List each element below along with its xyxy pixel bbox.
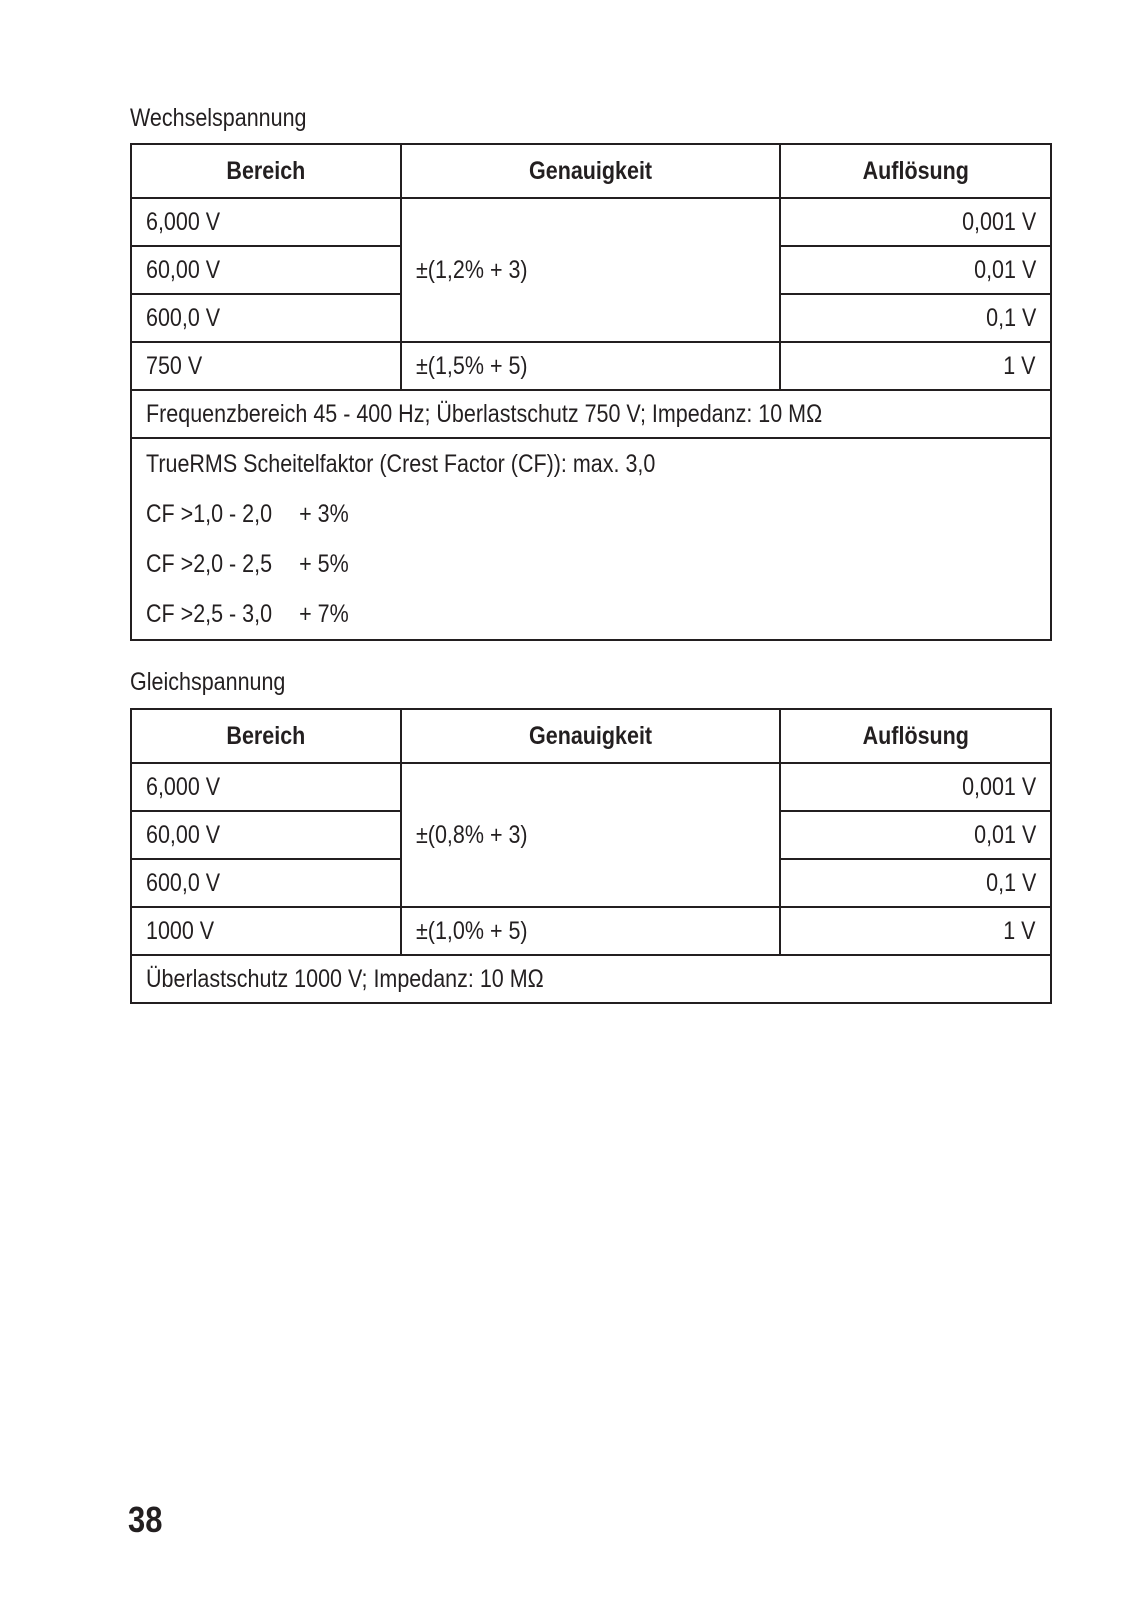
- range-cell: 60,00 V: [131, 811, 401, 859]
- accuracy-cell: ±(1,5% + 5): [401, 342, 780, 390]
- crest-factor-range: CF >1,0 - 2,0: [146, 500, 273, 528]
- range-cell: 750 V: [131, 342, 401, 390]
- section-title-ac: Wechselspannung: [130, 104, 307, 132]
- crest-factor-value: + 3%: [299, 500, 349, 528]
- note-row: [131, 955, 1051, 1003]
- ac-voltage-table: [130, 143, 1052, 641]
- dc-note: Überlastschutz 1000 V; Impedanz: 10 MΩ: [131, 955, 1051, 1003]
- resolution-cell: 1 V: [780, 342, 1051, 390]
- header-genauigkeit: Genauigkeit: [401, 144, 780, 198]
- ac-note: Frequenzbereich 45 - 400 Hz; Überlastschutz 750 V; Impedanz: 10 MΩ: [131, 390, 1051, 438]
- header-aufloesung: Auflösung: [780, 144, 1051, 198]
- header-aufloesung: Auflösung: [780, 709, 1051, 763]
- note-row: [131, 390, 1051, 438]
- header-bereich: Bereich: [131, 709, 401, 763]
- table-row: [131, 198, 1051, 246]
- crest-factor-value: + 7%: [299, 600, 349, 628]
- crest-factor-item: [146, 489, 1036, 539]
- truerms-row: [131, 438, 1051, 640]
- resolution-cell: 0,01 V: [780, 811, 1051, 859]
- table-header-row: [131, 144, 1051, 198]
- table-header-row: [131, 709, 1051, 763]
- range-cell: 60,00 V: [131, 246, 401, 294]
- truerms-block: [131, 438, 1051, 640]
- range-cell: 600,0 V: [131, 859, 401, 907]
- resolution-cell: 0,1 V: [780, 859, 1051, 907]
- accuracy-cell: ±(1,2% + 3): [401, 198, 780, 342]
- crest-factor-item: [146, 589, 1036, 639]
- crest-factor-value: + 5%: [299, 550, 349, 578]
- crest-factor-range: CF >2,5 - 3,0: [146, 600, 273, 628]
- resolution-cell: 0,001 V: [780, 763, 1051, 811]
- range-cell: 6,000 V: [131, 198, 401, 246]
- crest-factor-range: CF >2,0 - 2,5: [146, 550, 273, 578]
- range-cell: 600,0 V: [131, 294, 401, 342]
- resolution-cell: 0,1 V: [780, 294, 1051, 342]
- header-bereich: Bereich: [131, 144, 401, 198]
- page-number: 38: [128, 1499, 163, 1540]
- table-row: [131, 763, 1051, 811]
- resolution-cell: 0,01 V: [780, 246, 1051, 294]
- truerms-heading: TrueRMS Scheitelfaktor (Crest Factor (CF)): max. 3,0: [146, 450, 656, 478]
- resolution-cell: 0,001 V: [780, 198, 1051, 246]
- resolution-cell: 1 V: [780, 907, 1051, 955]
- table-row: [131, 342, 1051, 390]
- header-genauigkeit: Genauigkeit: [401, 709, 780, 763]
- table-row: [131, 907, 1051, 955]
- accuracy-cell: ±(1,0% + 5): [401, 907, 780, 955]
- accuracy-cell: ±(0,8% + 3): [401, 763, 780, 907]
- range-cell: 6,000 V: [131, 763, 401, 811]
- dc-voltage-table: [130, 708, 1052, 1004]
- crest-factor-item: [146, 539, 1036, 589]
- range-cell: 1000 V: [131, 907, 401, 955]
- section-title-dc: Gleichspannung: [130, 668, 286, 696]
